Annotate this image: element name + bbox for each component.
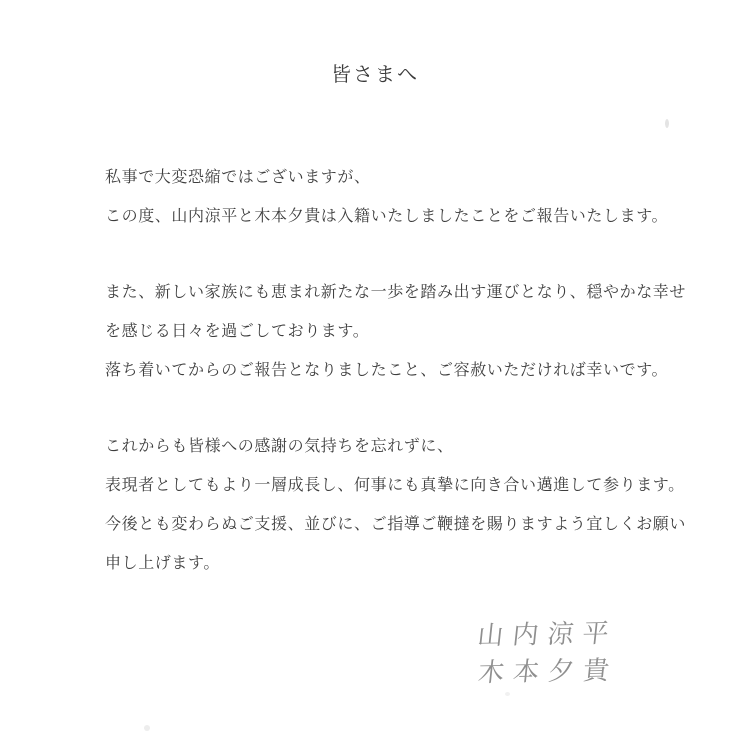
letter-line: を感じる日々を過ごしております。 xyxy=(105,323,370,340)
letter-line: この度、山内涼平と木本夕貴は入籍いたしましたことをご報告いたします。 xyxy=(105,208,669,225)
letter-title: 皆さまへ xyxy=(331,64,419,86)
letter-line: 落ち着いてからのご報告となりましたこと、ご容赦いただければ幸いです。 xyxy=(105,362,669,379)
signature-name-kimoto: 木本夕貴 xyxy=(476,655,620,688)
letter-body xyxy=(105,156,687,581)
letter-line: 表現者としてもより一層成長し、何事にも真摯に向き合い邁進して参ります。 xyxy=(105,477,685,494)
signature-block xyxy=(477,613,618,689)
scan-artifact xyxy=(505,692,510,696)
paragraph-closing xyxy=(105,425,687,581)
signature-name-yamauchi: 山内涼平 xyxy=(475,618,619,651)
letter-line: また、新しい家族にも恵まれ新たな一歩を踏み出す運びとなり、穏やかな幸せ xyxy=(105,284,687,301)
scan-artifact xyxy=(144,725,150,731)
paragraph-announcement xyxy=(105,156,669,234)
paragraph-family-news xyxy=(105,271,687,388)
letter-line: これからも皆様への感謝の気持ちを忘れずに、 xyxy=(105,438,454,455)
scan-artifact xyxy=(665,119,669,128)
letter-line: 今後とも変わらぬご支援、並びに、ご指導ご鞭撻を賜りますよう宜しくお願い xyxy=(105,516,687,533)
letter-line: 申し上げます。 xyxy=(105,555,220,572)
letter-line: 私事で大変恐縮ではございますが、 xyxy=(105,169,371,186)
